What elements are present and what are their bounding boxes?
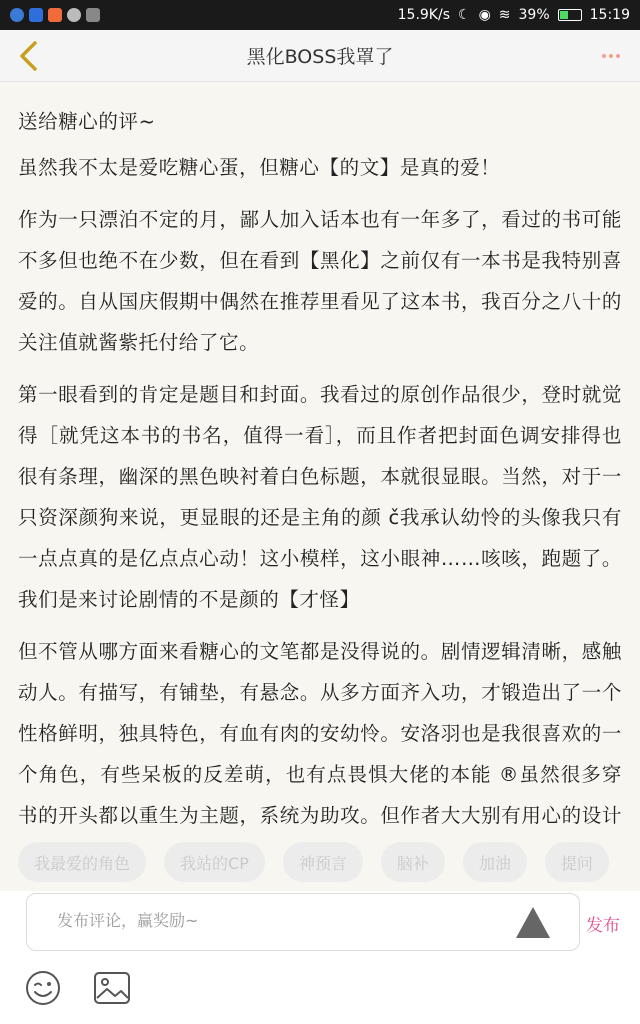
top-bar [0,30,640,82]
page-title: 黑化BOSS我罩了 [246,46,394,68]
emoji-icon[interactable] [24,969,62,1007]
eye-icon: ◉ [478,7,491,23]
moon-icon: ☾ [458,7,471,23]
chip-imagination[interactable]: 脑补 [381,842,445,882]
more-dots-icon[interactable] [596,44,626,68]
clock: 15:19 [589,7,630,23]
network-speed: 15.9K/s [397,7,450,23]
battery-percent: 39% [518,7,550,23]
app-icon-1 [10,8,24,22]
play-icon [48,8,62,22]
status-bar [0,0,640,30]
mail-icon [86,8,100,22]
triangle-icon[interactable] [516,907,550,938]
paragraph: 送给糖心的评~ [18,110,156,133]
paragraph: 第一眼看到的肯定是题目和封面。我看过的原创作品很少，登时就觉得［就凭这本书的书名，值得一看］，而且作者把封面色调安排得也很有条理，幽深的黑色映衬着白色标题，本就很显眼。当然，对于一只资深颜狗来说，更显眼的还是主角的颜 č我承认幼怜的头像我只有一点点真的是亿点点心动！这小模样，这小眼神……咳咳，跑题了。我们是来讨论剧情的不是颜的【才怪】 [18,383,622,611]
chip-cheer[interactable]: 加油 [463,842,527,882]
comment-composer [0,891,640,1024]
tag-chip-row [0,833,640,891]
paragraph: 作为一只漂泊不定的月，鄙人加入话本也有一年多了，看过的书可能不多但也绝不在少数，但在看到【黑化】之前仅有一本书是我特别喜爱的。自从国庆假期中偶然在推荐里看见了这本书，我百分之八十的关注值就酱紫托付给了它。 [18,208,622,354]
wifi-icon: ≋ [498,7,511,23]
comment-input[interactable]: 发布评论，赢奖励~ [26,893,580,951]
cloud-icon [67,8,81,22]
notification-icons [10,8,100,22]
chip-question[interactable]: 提问 [545,842,609,882]
comment-body [0,83,640,833]
chip-prediction[interactable]: 神预言 [283,842,363,882]
paragraph: 但不管从哪方面来看糖心的文笔都是没得说的。剧情逻辑清晰，感触动人。有描写，有铺垫，有悬念。从多方面齐入功，才锻造出了一个性格鲜明，独具特色，有血有肉的安幼怜。安洛羽也是我很喜欢的一个角色，有些呆板的反差萌，也有点畏惧大佬的本能 ®虽然很多穿书的开头都以重生为主题，系统为助攻。但作者大大别有用心的设计 [18,640,622,827]
chip-favorite-character[interactable]: 我最爱的角色 [18,842,146,882]
paragraph: 虽然我不太是爱吃糖心蛋，但糖心【的文】是真的爱！ [18,156,501,179]
publish-button[interactable]: 发布 [586,916,620,936]
image-icon[interactable] [93,971,131,1005]
chip-my-cp[interactable]: 我站的CP [164,842,265,882]
battery-icon [558,9,582,21]
chevron-left-icon[interactable] [8,36,48,76]
shield-icon [29,8,43,22]
